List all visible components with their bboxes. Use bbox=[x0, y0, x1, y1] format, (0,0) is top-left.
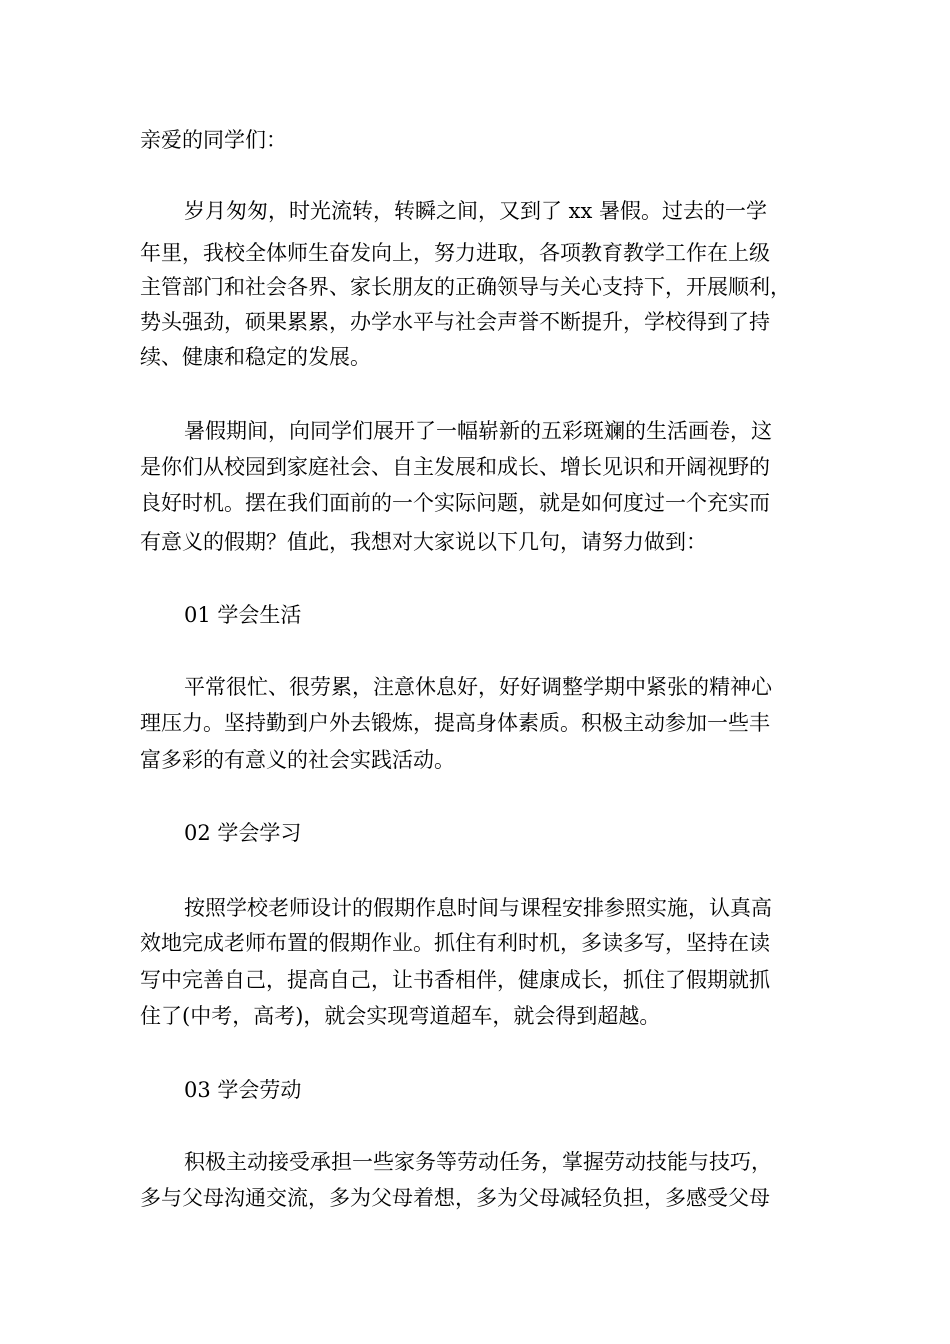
paragraph-line: 年里，我校全体师生奋发向上，努力进取，各项教育教学工作在上级 bbox=[140, 241, 770, 265]
section-heading-2: 02 学会学习 bbox=[184, 821, 302, 845]
paragraph-line: 积极主动接受承担一些家务等劳动任务，掌握劳动技能与技巧， bbox=[184, 1150, 772, 1174]
section-heading-3: 03 学会劳动 bbox=[184, 1078, 302, 1102]
paragraph-line: 主管部门和社会各界、家长朋友的正确领导与关心支持下，开展顺利， bbox=[140, 275, 791, 299]
paragraph-line: 是你们从校园到家庭社会、自主发展和成长、增长见识和开阔视野的 bbox=[140, 455, 770, 479]
paragraph-line: 暑假期间，向同学们展开了一幅崭新的五彩斑斓的生活画卷，这 bbox=[184, 419, 772, 443]
paragraph-line: 势头强劲，硕果累累，办学水平与社会声誉不断提升，学校得到了持 bbox=[140, 310, 770, 334]
greeting: 亲爱的同学们： bbox=[140, 128, 287, 152]
section-heading-1: 01 学会生活 bbox=[184, 603, 302, 627]
paragraph-line: 按照学校老师设计的假期作息时间与课程安排参照实施，认真高 bbox=[184, 896, 772, 920]
paragraph-line: 住了(中考，高考)，就会实现弯道超车，就会得到超越。 bbox=[140, 1004, 661, 1028]
paragraph-line: 有意义的假期？值此，我想对大家说以下几句，请努力做到： bbox=[140, 530, 707, 554]
paragraph-line: 理压力。坚持勤到户外去锻炼，提高身体素质。积极主动参加一些丰 bbox=[140, 711, 770, 735]
paragraph-line: 多与父母沟通交流，多为父母着想，多为父母减轻负担，多感受父母 bbox=[140, 1186, 770, 1210]
paragraph-line: 良好时机。摆在我们面前的一个实际问题，就是如何度过一个充实而 bbox=[140, 491, 770, 515]
paragraph-line: 写中完善自己，提高自己，让书香相伴，健康成长，抓住了假期就抓 bbox=[140, 968, 770, 992]
paragraph-line: 岁月匆匆，时光流转，转瞬之间，又到了 xx 暑假。过去的一学 bbox=[184, 199, 768, 223]
paragraph-line: 平常很忙、很劳累，注意休息好，好好调整学期中紧张的精神心 bbox=[184, 675, 772, 699]
paragraph-line: 续、健康和稳定的发展。 bbox=[140, 345, 371, 369]
paragraph-line: 富多彩的有意义的社会实践活动。 bbox=[140, 748, 455, 772]
paragraph-line: 效地完成老师布置的假期作业。抓住有利时机，多读多写，坚持在读 bbox=[140, 931, 770, 955]
